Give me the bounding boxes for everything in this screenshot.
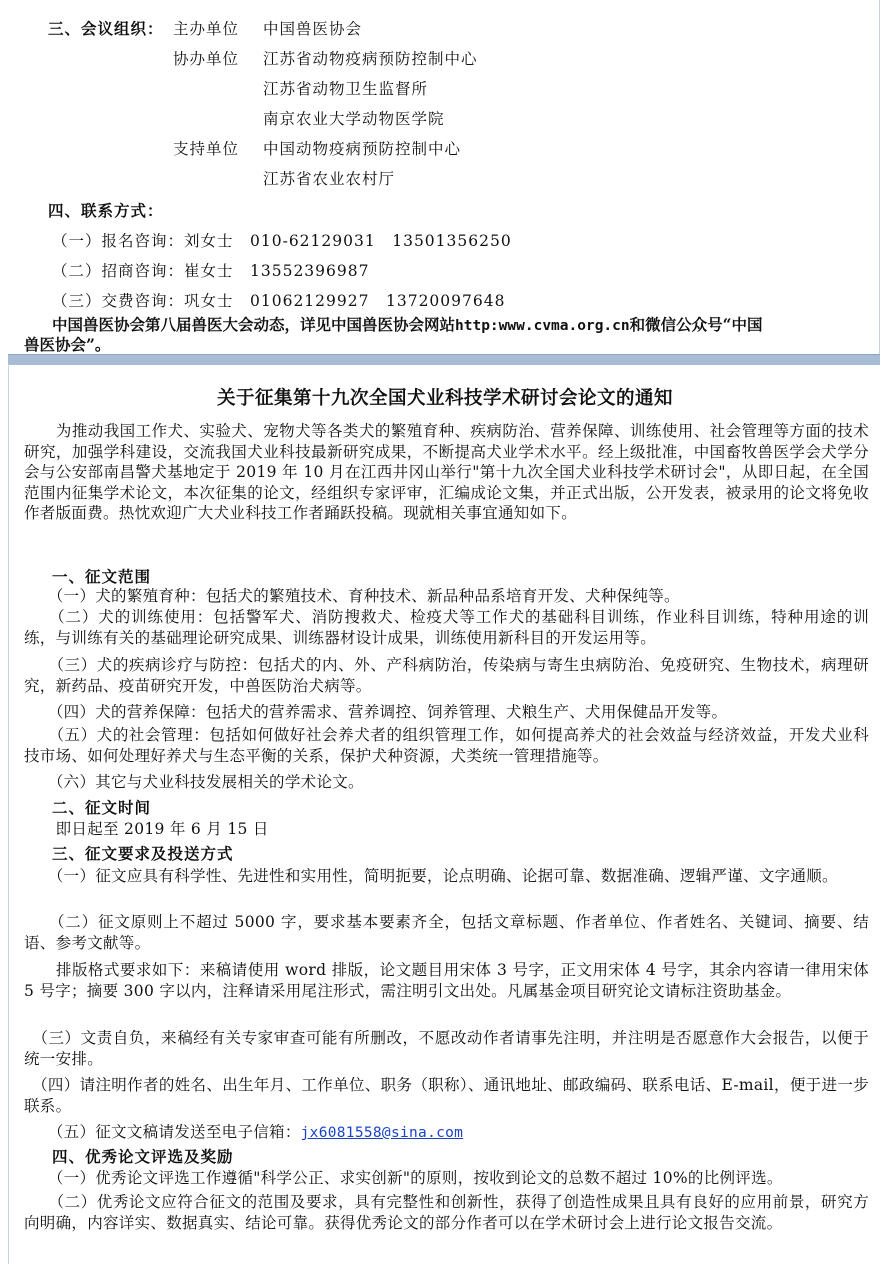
section-2-text: 即日起至 2019 年 6 月 15 日 [24, 820, 269, 838]
organization-heading: 三、会议组织： [48, 19, 164, 38]
co-value-3: 南京农业大学动物医学院 [263, 110, 445, 128]
section-1-item-3: （三）犬的疾病诊疗与防控：包括犬的内、外、产科病防治，传染病与寄生虫病防治、免疫研究、生物技术，病理研究，新药品、疫苗研究开发，中兽医防治犬病等。 [24, 656, 869, 695]
co-value-2: 江苏省动物卫生监督所 [263, 80, 429, 98]
section-4-heading: 四、优秀论文评选及奖励 [52, 1147, 234, 1166]
section-3-item-1: （一）征文应具有科学性、先进性和实用性，简明扼要，论点明确、论据可靠、数据准确、逻辑严谨、文字通顺。 [24, 867, 838, 885]
email-link[interactable]: jx6081558@sina.com [300, 1125, 464, 1141]
section-1-item-1: （一）犬的繁殖育种：包括犬的繁殖技术、育种技术、新品种品系培育开发、犬种保纯等。 [24, 587, 680, 605]
email-prefix: （五）征文文稿请发送至电子信箱： [24, 1123, 301, 1141]
notice-line-1 [52, 313, 763, 335]
page-border-left [8, 364, 9, 1264]
contact-item-3: （三）交费咨询：巩女士 01062129927 13720097648 [52, 292, 506, 310]
support-label: 支持单位 [173, 140, 240, 158]
section-1-item-2: （二）犬的训练使用：包括警军犬、消防搜救犬、检疫犬等工作犬的基础科目训练，作业科目训练，特种用途的训练，与训练有关的基础理论研究成果、训练器材设计成果，训练使用新科目的开发运用等。 [24, 608, 869, 647]
section-3-item-4: （四）请注明作者的姓名、出生年月、工作单位、职务（职称）、通讯地址、邮政编码、联系电话、E-mail，便于进一步联系。 [24, 1076, 869, 1115]
section-3-item-3: （三）文责自负，来稿经有关专家审查可能有所删改，不愿改动作者请事先注明，并注明是否愿意作大会报告，以便于统一安排。 [24, 1029, 869, 1068]
notice-post: 和微信公众号“中国 [629, 315, 763, 334]
section-2-heading: 二、征文时间 [52, 798, 152, 817]
section-3-item-5 [24, 1122, 869, 1144]
section-3-format: 排版格式要求如下：来稿请使用 word 排版，论文题目用宋体 3 号字，正文用宋体 4 号字，其余内容请一律用宋体 5 号字；摘要 300 字以内，注释请采用尾注形式，需注明引文出处。凡属基金项目研究论文请标注资助基金。 [24, 961, 869, 1000]
notice-line-2: 兽医协会”。 [24, 335, 111, 354]
article-intro: 为推动我国工作犬、实验犬、宠物犬等各类犬的繁殖育种、疾病防治、营养保障、训练使用、社会管理等方面的技术研究，加强学科建设，交流我国犬业科技最新研究成果，不断提高犬业学术水平。经上级批准，中国畜牧兽医学会犬学分会与公安部南昌警犬基地定于 2019 年 10 月在江西井冈山举行"第十九次全国犬业科技学术研讨会"，从即日起，在全国范围内征集学术论文，本次征集的论文，经组织专家评审，汇编成论文集，并正式出版，公开发表，被录用的论文将免收作者版面费。热忱欢迎广大犬业科技工作者踊跃投稿。现就相关事宜通知如下。 [24, 422, 869, 523]
contact-heading: 四、联系方式： [48, 201, 164, 220]
co-value-1: 江苏省动物疫病预防控制中心 [263, 50, 478, 68]
section-4-item-2: （二）优秀论文应符合征文的范围及要求，具有完整性和创新性，获得了创造性成果且具有良好的应用前景，研究方向明确，内容详实、数据真实、结论可靠。获得优秀论文的部分作者可以在学术研讨会上进行论文报告交流。 [24, 1193, 869, 1232]
page-border-right [879, 0, 880, 354]
co-label: 协办单位 [173, 50, 240, 68]
section-1-item-4: （四）犬的营养保障：包括犬的营养需求、营养调控、饲养管理、犬粮生产、犬用保健品开发等。 [24, 703, 728, 721]
section-3-item-2: （二）征文原则上不超过 5000 字，要求基本要素齐全，包括文章标题、作者单位、作者姓名、关键词、摘要、结语、参考文献等。 [24, 913, 869, 952]
section-1-heading: 一、征文范围 [52, 567, 152, 586]
section-4-item-1: （一）优秀论文评选工作遵循"科学公正、求实创新"的原则，按收到论文的总数不超过 10%的比例评选。 [24, 1169, 783, 1187]
section-3-heading: 三、征文要求及投送方式 [52, 844, 234, 863]
contact-item-2: （二）招商咨询：崔女士 13552396987 [52, 262, 370, 280]
section-1-item-6: （六）其它与犬业科技发展相关的学术论文。 [24, 773, 364, 791]
contact-item-1: （一）报名咨询：刘女士 010-62129031 13501356250 [52, 232, 512, 250]
section-1-item-5: （五）犬的社会管理：包括如何做好社会养犬者的组织管理工作，如何提高养犬的社会效益与经济效益，开发犬业科技市场、如何处理好养犬与生态平衡的关系，保护犬种资源，犬类统一管理措施等。 [24, 726, 869, 765]
notice-pre: 中国兽医协会第八届兽医大会动态，详见中国兽医协会网站 [52, 315, 456, 334]
host-label: 主办单位 [173, 20, 240, 38]
notice-url[interactable]: http:www.cvma.org.cn [455, 318, 630, 334]
support-value-2: 江苏省农业农村厅 [263, 170, 396, 188]
support-value-1: 中国动物疫病预防控制中心 [263, 140, 462, 158]
host-value: 中国兽医协会 [263, 20, 363, 38]
article-title: 关于征集第十九次全国犬业科技学术研讨会论文的通知 [216, 388, 673, 409]
section-divider [8, 354, 880, 365]
